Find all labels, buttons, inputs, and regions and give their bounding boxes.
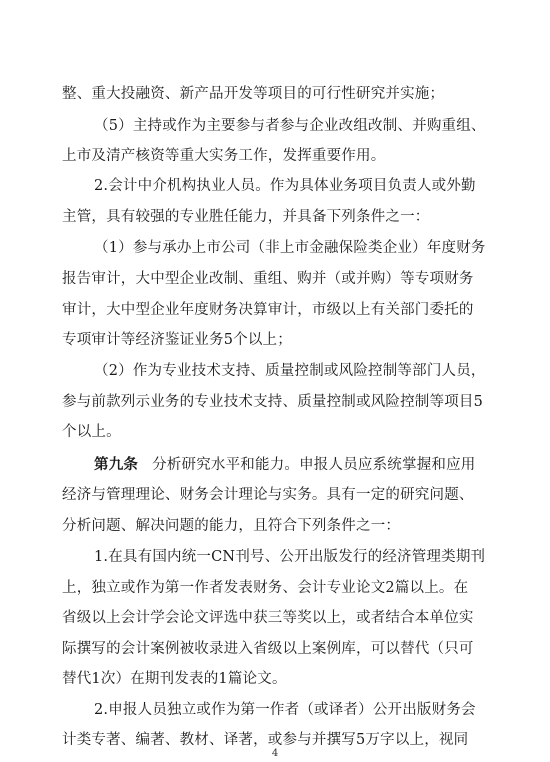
text-line: 2.申报人员独立或作为第一作者（或译者）公开出版财务会 (94, 702, 476, 718)
text-line: 上市及清产核资等重大实务工作，发挥重要作用。 (62, 148, 386, 164)
text-line: 计类专著、编著、教材、译著，或参与并撰写5万字以上，视同 (62, 732, 469, 748)
text-line: 际撰写的会计案例被收录进入省级以上案例库，可以替代（只可 (62, 641, 474, 657)
text-line: 整、重大投融资、新产品开发等项目的可行性研究并实施； (62, 86, 445, 102)
text-line: 1.在具有国内统一CN刊号、公开出版发行的经济管理类期刊 (94, 549, 486, 565)
text-line: 个以上。 (62, 424, 121, 440)
text-line: 2.会计中介机构执业人员。作为具体业务项目负责人或外勤 (94, 178, 476, 194)
text-line: 经济与管理理论、财务会计理论与实务。具有一定的研究问题、 (62, 487, 474, 503)
text-line: （2）作为专业技术支持、质量控制或风险控制等部门人员， (94, 363, 486, 379)
text-line: 省级以上会计学会论文评选中获三等奖以上，或者结合本单位实 (62, 610, 474, 626)
text-line: （1）参与承办上市公司（非上市金融保险类企业）年度财务 (94, 240, 486, 256)
text-line: 主管，具有较强的专业胜任能力，并具备下列条件之一： (62, 209, 430, 225)
article-label: 第九条 (94, 456, 139, 473)
article-nine-line (94, 455, 490, 475)
text-line: （5）主持或作为主要参与者参与企业改组改制、并购重组、 (94, 118, 486, 134)
text-line: 报告审计，大中型企业改制、重组、购并（或并购）等专项财务 (62, 271, 474, 287)
text-line: 专项审计等经济鉴证业务5个以上； (62, 332, 292, 348)
text-line: 上，独立或作为第一作者发表财务、会计专业论文2篇以上。在 (62, 580, 469, 596)
text-line: 替代1次）在期刊发表的1篇论文。 (62, 671, 287, 687)
text-line: 参与前款列示业务的专业技术支持、质量控制或风险控制等项目5 (62, 394, 484, 410)
text-line: 分析研究水平和能力。申报人员应系统掌握和应用 (152, 457, 476, 473)
text-line: 分析问题、解决问题的能力，且符合下列条件之一： (62, 518, 401, 534)
text-line: 审计，大中型企业年度财务决算审计，市级以上有关部门委托的 (62, 302, 474, 318)
page-number: 4 (271, 748, 279, 759)
